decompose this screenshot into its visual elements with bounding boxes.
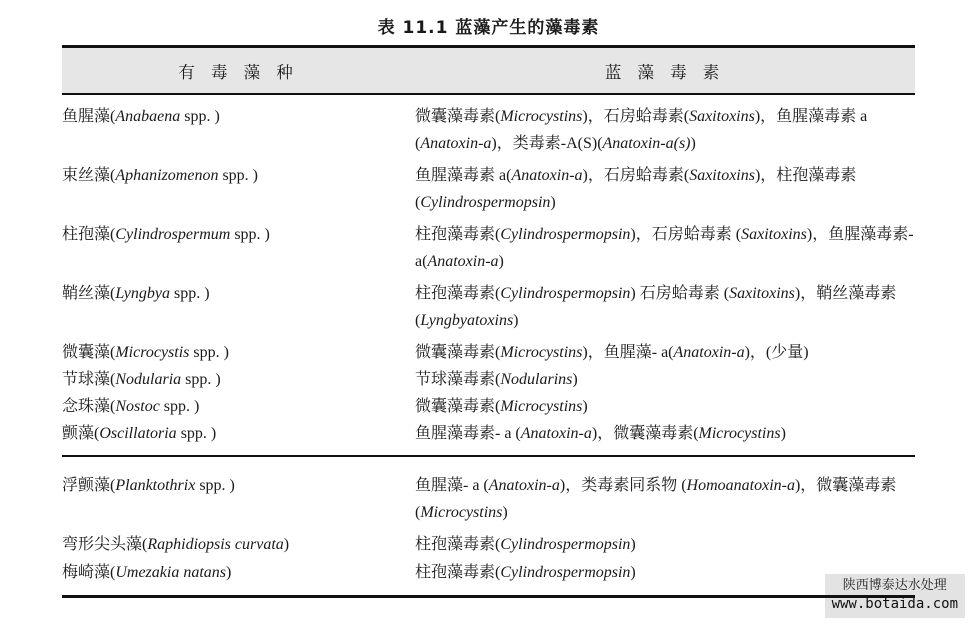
toxins-cell [415, 366, 915, 393]
cell-text: )，鞘丝藻毒素( [415, 285, 897, 329]
cell-text: ) [502, 504, 508, 521]
cell-text: 节球藻毒素( [415, 371, 501, 388]
latin-name-text: Saxitoxins [729, 285, 795, 302]
species-cell [62, 339, 415, 366]
cell-text: 微囊藻毒素( [415, 344, 501, 361]
toxins-cell [415, 103, 915, 157]
cell-text: )，石房蛤毒素( [582, 167, 690, 184]
latin-name-text: Anatoxin-a [511, 167, 583, 184]
species-cell [62, 393, 415, 420]
latin-name-text: Cylindrospermopsin [500, 536, 631, 553]
cell-text: 柱孢藻毒素( [415, 285, 501, 302]
cell-text: 束丝藻( [62, 167, 116, 184]
latin-name-text: Microcystins [500, 398, 583, 415]
species-cell [62, 559, 415, 586]
cell-text: spp. ) [169, 285, 210, 302]
cell-text: 柱孢藻( [62, 226, 116, 243]
cell-text: )，类毒素-A(S)( [491, 135, 603, 152]
latin-name-text: Raphidiopsis curvata [147, 536, 284, 553]
cell-text: spp. ) [195, 477, 235, 494]
toxins-cell [415, 339, 915, 366]
cell-text: 柱孢藻毒素( [415, 536, 501, 553]
latin-name-text: Microcystins [420, 504, 503, 521]
latin-name-text: Lyngbyatoxins [420, 312, 514, 329]
cell-text: ) [630, 536, 636, 553]
latin-name-text: Anatoxin-a [520, 425, 592, 442]
table-body [62, 95, 915, 595]
species-cell [62, 280, 415, 334]
table-row [62, 366, 915, 393]
species-cell [62, 366, 415, 393]
table-title: 表 11.1 蓝藻产生的藻毒素 [377, 18, 600, 38]
toxins-cell [415, 420, 915, 447]
cell-text: ) [582, 398, 588, 415]
species-cell [62, 531, 415, 558]
cell-text: 微囊藻毒素( [415, 398, 501, 415]
cell-text: ) [690, 135, 696, 152]
table-row [62, 280, 915, 334]
cell-text: spp. ) [159, 398, 200, 415]
cell-text: )，石房蛤毒素( [582, 108, 690, 125]
cell-text: )，石房蛤毒素 ( [630, 226, 742, 243]
latin-name-text: Saxitoxins [741, 226, 807, 243]
latin-name-text: Anabaena [115, 108, 181, 125]
cell-text: spp. ) [181, 371, 221, 388]
cell-text: ) [498, 253, 504, 270]
toxins-cell [415, 393, 915, 420]
latin-name-text: Anatoxin-a [427, 253, 499, 270]
latin-name-text: Saxitoxins [689, 108, 755, 125]
latin-name-text: Microcystis [115, 344, 190, 361]
latin-name-text: Anatoxin-a [673, 344, 745, 361]
latin-name-text: Nodularins [500, 371, 573, 388]
species-cell [62, 162, 415, 216]
cell-text: )，微囊藻毒素( [591, 425, 699, 442]
toxins-cell [415, 472, 915, 526]
latin-name-text: Anatoxin-a [488, 477, 560, 494]
cell-text: 微囊藻( [62, 344, 116, 361]
latin-name-text: Nodularia [115, 371, 182, 388]
latin-name-text: Umezakia natans [115, 564, 226, 581]
cell-text: ) [572, 371, 578, 388]
cell-text: 节球藻( [62, 371, 116, 388]
latin-name-text: Anatoxin-a(s) [602, 135, 691, 152]
cell-text: 鱼腥藻毒素- a ( [415, 425, 521, 442]
cell-text: 鞘丝藻( [62, 285, 116, 302]
toxins-table [62, 45, 915, 598]
cell-text: 梅崎藻( [62, 564, 116, 581]
table-row [62, 162, 915, 216]
table-row [62, 339, 915, 366]
cell-text: )，类毒素同系物 ( [559, 477, 687, 494]
cell-text: 鱼腥藻毒素 a( [415, 167, 512, 184]
watermark-url: www.botaida.com [831, 595, 958, 612]
cell-text: spp. ) [230, 226, 270, 243]
cell-text: 鱼腥藻( [62, 108, 116, 125]
cell-text: )，柱孢藻毒素( [415, 167, 857, 211]
table-row [62, 472, 915, 526]
row-group-2 [62, 472, 915, 586]
cell-text: spp. ) [189, 344, 229, 361]
cell-text: ) 石房蛤毒素 ( [630, 285, 730, 302]
latin-name-text: Cylindrospermopsin [500, 564, 631, 581]
column-header-toxins: 蓝 藻 毒 素 [604, 62, 726, 82]
cell-text: spp. ) [218, 167, 259, 184]
row-group-1 [62, 103, 915, 447]
table-header-row [62, 48, 915, 95]
cell-text: 颤藻( [62, 425, 100, 442]
cell-text: ) [550, 194, 556, 211]
latin-name-text: Nostoc [115, 398, 160, 415]
latin-name-text: Aphanizomenon [115, 167, 219, 184]
cell-text: 微囊藻毒素( [415, 108, 501, 125]
latin-name-text: Microcystins [500, 108, 583, 125]
toxins-cell [415, 162, 915, 216]
latin-name-text: Saxitoxins [689, 167, 755, 184]
latin-name-text: Cylindrospermopsin [500, 226, 631, 243]
toxins-cell [415, 221, 915, 275]
cell-text: )，鱼腥藻毒素 a ( [415, 108, 868, 152]
latin-name-text: Anatoxin-a [420, 135, 492, 152]
latin-name-text: Lyngbya [115, 285, 170, 302]
table-row [62, 393, 915, 420]
column-header-species: 有 毒 藻 种 [178, 62, 299, 82]
species-cell [62, 221, 415, 275]
cell-text: )，鱼腥藻毒素- a( [415, 226, 914, 270]
toxins-cell [415, 559, 915, 586]
table-row [62, 531, 915, 558]
cell-text: )，(少量) [744, 344, 809, 361]
latin-name-text: Cylindrospermopsin [420, 194, 551, 211]
toxins-cell [415, 531, 915, 558]
latin-name-text: Microcystins [500, 344, 583, 361]
cell-text: ) [513, 312, 519, 329]
cell-text: spp. ) [180, 108, 220, 125]
latin-name-text: Homoanatoxin-a [686, 477, 795, 494]
latin-name-text: Planktothrix [115, 477, 196, 494]
cell-text: ) [630, 564, 636, 581]
cell-text: ) [283, 536, 290, 553]
latin-name-text: Microcystins [698, 425, 781, 442]
group-divider [62, 455, 915, 457]
table-row [62, 559, 915, 586]
table-row [62, 103, 915, 157]
latin-name-text: Oscillatoria [99, 425, 177, 442]
species-cell [62, 103, 415, 157]
table-row [62, 221, 915, 275]
cell-text: )，鱼腥藻- a( [582, 344, 674, 361]
cell-text: 念珠藻( [62, 398, 116, 415]
cell-text: ) [226, 564, 232, 581]
cell-text: 浮颤藻( [62, 477, 116, 494]
cell-text: )，微囊藻毒素( [415, 477, 897, 521]
species-cell [62, 472, 415, 526]
latin-name-text: Cylindrospermum [115, 226, 231, 243]
toxins-cell [415, 280, 915, 334]
cell-text: 鱼腥藻- a ( [415, 477, 489, 494]
cell-text: ) [780, 425, 786, 442]
watermark-company-name: 陕西博泰达水处理 [842, 578, 947, 593]
cell-text: 柱孢藻毒素( [415, 564, 501, 581]
table-row [62, 420, 915, 447]
species-cell [62, 420, 415, 447]
cell-text: spp. ) [176, 425, 217, 442]
cell-text: 弯形尖头藻( [62, 536, 148, 553]
cell-text: 柱孢藻毒素( [415, 226, 501, 243]
latin-name-text: Cylindrospermopsin [500, 285, 631, 302]
